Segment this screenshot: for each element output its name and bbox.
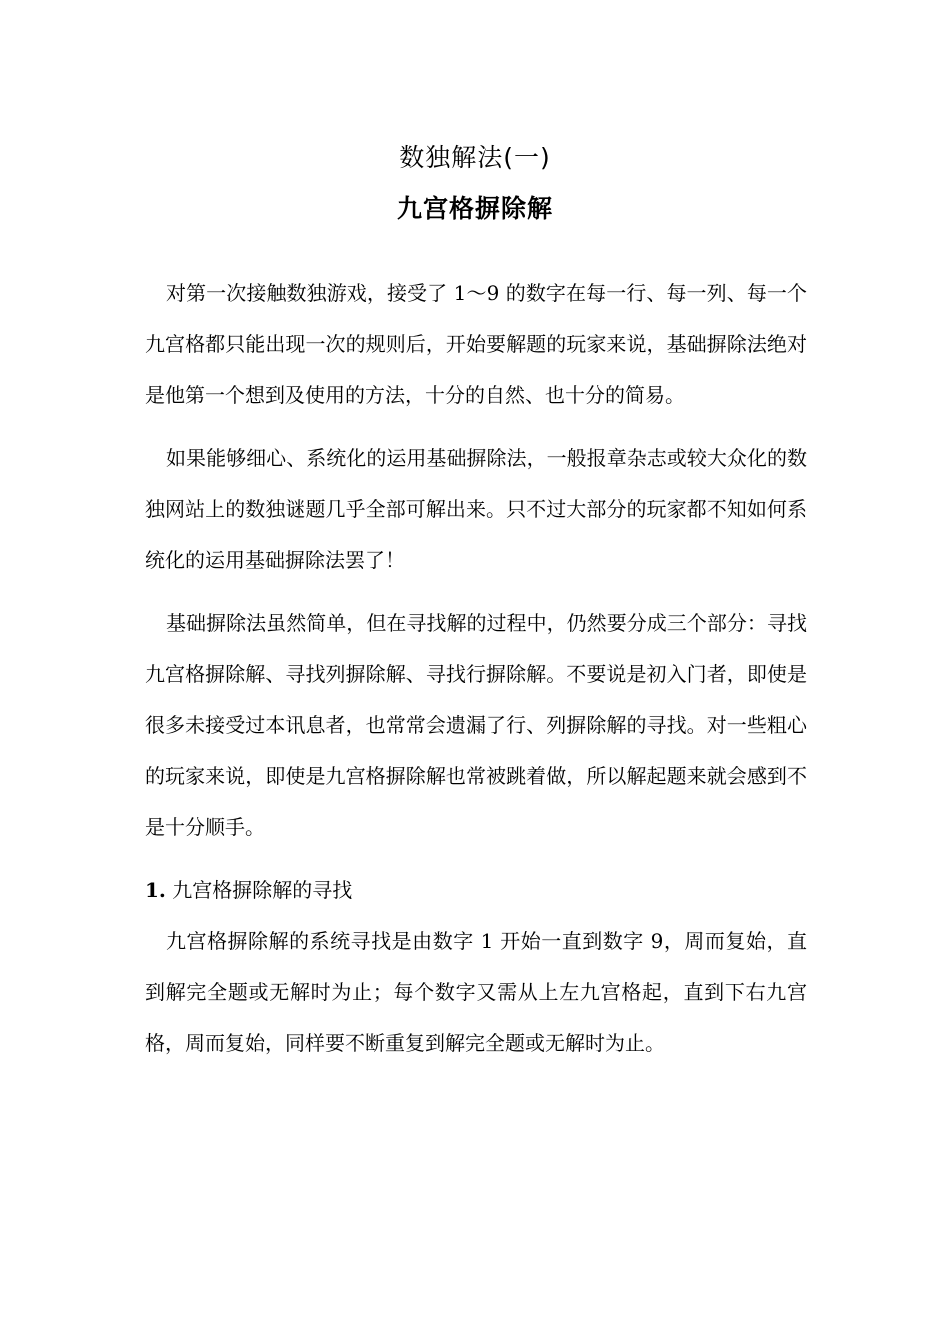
page-title: 数独解法(一) xyxy=(399,143,551,172)
section-heading xyxy=(145,865,807,916)
paragraph-systematic: 如果能够细心、系统化的运用基础摒除法，一般报章杂志或较大众化的数独网站上的数独谜题几乎全部可解出来。只不过大部分的玩家都不知如何系统化的运用基础摒除法罢了！ xyxy=(145,446,807,572)
paragraph-three-parts: 基础摒除法虽然简单，但在寻找解的过程中，仍然要分成三个部分：寻找九宫格摒除解、寻找列摒除解、寻找行摒除解。不要说是初入门者，即使是很多未接受过本讯息者，也常常会遗漏了行、列摒除解的寻找。对一些粗心的玩家来说，即使是九宫格摒除解也常被跳着做，所以解起题来就会感到不是十分顺手。 xyxy=(145,611,807,839)
section-title: 九宫格摒除解的寻找 xyxy=(172,878,353,902)
paragraph-intro: 对第一次接触数独游戏，接受了 1～9 的数字在每一行、每一列、每一个九宫格都只能出现一次的规则后，开始要解题的玩家来说，基础摒除法绝对是他第一个想到及使用的方法，十分的自然、也十分的简易。 xyxy=(145,281,807,407)
section-number: 1 xyxy=(145,878,159,902)
page-subtitle: 九宫格摒除解 xyxy=(396,194,553,223)
document-body xyxy=(145,268,807,1081)
paragraph-section-1: 九宫格摒除解的系统寻找是由数字 1 开始一直到数字 9，周而复始，直到解完全题或无解时为止；每个数字又需从上左九宫格起，直到下右九宫格，周而复始，同样要不断重复到解完全题或无解时为止。 xyxy=(145,929,807,1055)
section-separator: . xyxy=(158,878,166,902)
